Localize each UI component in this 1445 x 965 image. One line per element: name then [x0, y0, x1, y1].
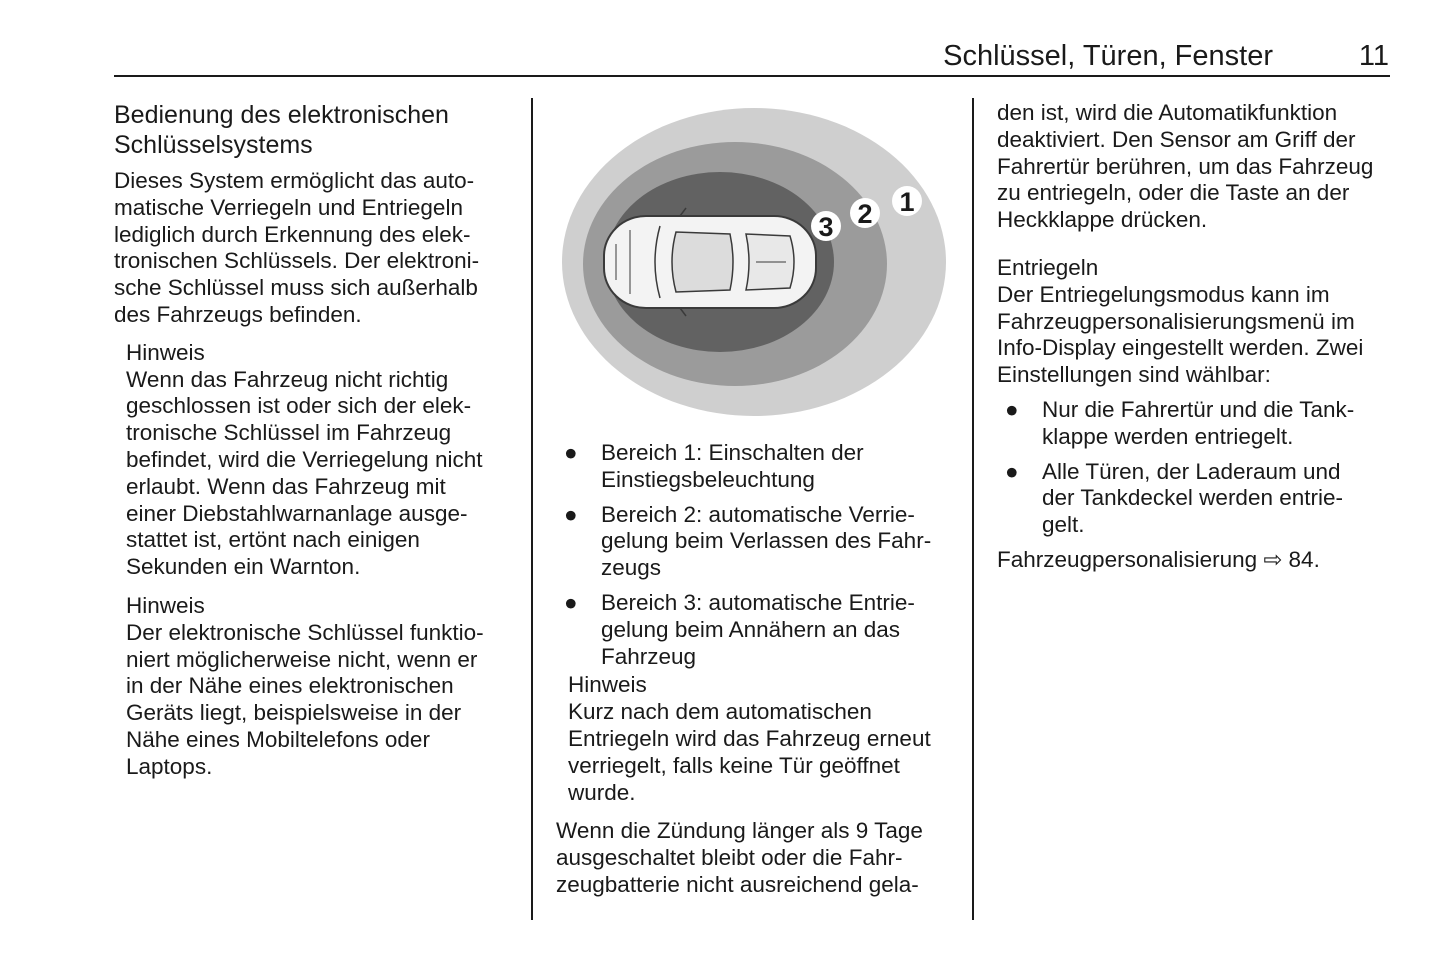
detection-zones-diagram [560, 104, 948, 420]
note-block [126, 340, 514, 581]
text-line: niert möglicherweise nicht, wenn er [126, 646, 478, 672]
text-line: lediglich durch Erkennung des elek- [114, 221, 471, 247]
note-text [126, 367, 514, 581]
text-line: des Fahrzeugs befinden. [114, 301, 362, 327]
bullet-icon: ● [564, 589, 578, 615]
note-text [568, 699, 956, 806]
text-line: Nähe eines Mobiltelefons oder [126, 726, 430, 752]
list-item [556, 440, 956, 494]
text-line: matische Verriegeln und Entriegeln [114, 194, 463, 220]
text-line: gelt. [1042, 512, 1085, 538]
reference-page: 84. [1288, 546, 1320, 572]
note-text [126, 620, 514, 781]
text-line: sche Schlüssel muss sich außerhalb [114, 275, 478, 301]
continued-paragraph [997, 100, 1397, 234]
battery-paragraph [556, 818, 956, 898]
heading-line: Bedienung des elektronischen [114, 101, 449, 129]
note-block [126, 593, 514, 781]
zone-1-label: 1 [899, 187, 915, 217]
bullet-icon: ● [1005, 396, 1019, 422]
zone-3-label: 3 [818, 212, 834, 242]
text-line: Kurz nach dem automatischen [568, 699, 872, 725]
subsection-heading: Entriegeln [997, 254, 1099, 280]
text-line: Fahrertür berühren, um das Fahrzeug [997, 153, 1374, 179]
intro-paragraph [114, 168, 514, 329]
text-line: Nur die Fahrertür und die Tank- [1042, 396, 1355, 422]
text-line: zeugbatterie nicht ausreichend gela- [556, 871, 919, 897]
text-line: Info-Display eingestellt werden. Zwei [997, 335, 1364, 361]
text-line: Laptops. [126, 753, 213, 779]
column-1 [114, 100, 514, 781]
text-line: Sekunden ein Warnton. [126, 554, 361, 580]
note-block [568, 672, 956, 806]
text-line: erlaubt. Wenn das Fahrzeug mit [126, 473, 446, 499]
car-icon [604, 208, 816, 316]
text-line: geschlossen ist oder sich der elek- [126, 393, 472, 419]
text-line: Der Entriegelungsmodus kann im [997, 281, 1330, 307]
column-divider-2 [972, 98, 974, 920]
text-line: Einstellungen sind wählbar: [997, 362, 1271, 388]
header-rule [114, 75, 1390, 77]
bullet-icon: ● [1005, 458, 1019, 484]
bullet-icon: ● [564, 501, 578, 527]
page-number: 11 [1358, 40, 1389, 72]
column-3 [997, 100, 1397, 574]
cross-reference[interactable] [997, 547, 1397, 574]
column-divider-1 [531, 98, 533, 920]
text-line: Geräts liegt, beispielsweise in der [126, 700, 462, 726]
unlock-paragraph [997, 282, 1397, 389]
column-2 [556, 440, 956, 899]
text-line: Wenn die Zündung länger als 9 Tage [556, 818, 923, 844]
note-title: Hinweis [126, 339, 205, 365]
text-line: den ist, wird die Automatikfunktion [997, 100, 1338, 125]
text-line: einer Diebstahlwarnanlage ausge- [126, 500, 468, 526]
note-title: Hinweis [126, 592, 205, 618]
text-line: in der Nähe eines elektronischen [126, 673, 454, 699]
text-line: Fahrzeug [601, 643, 697, 669]
chapter-title: Schlüssel, Türen, Fenster [943, 40, 1273, 72]
text-line: Einstiegsbeleuchtung [601, 466, 815, 492]
text-line: Bereich 3: automatische Entrie- [601, 589, 915, 615]
text-line: Dieses System ermöglicht das auto- [114, 168, 475, 193]
reference-text: Fahrzeugpersonalisierung [997, 546, 1258, 572]
list-item [556, 502, 956, 582]
text-line: tronische Schlüssel im Fahrzeug [126, 420, 452, 446]
text-line: der Tankdeckel werden entrie- [1042, 485, 1344, 511]
text-line: deaktiviert. Den Sensor am Griff der [997, 126, 1356, 152]
text-line: Heckklappe drücken. [997, 207, 1208, 233]
text-line: stattet ist, ertönt nach einigen [126, 527, 420, 553]
text-line: verriegelt, falls keine Tür geöffnet [568, 752, 900, 778]
text-line: tronischen Schlüssels. Der elektroni- [114, 248, 480, 274]
text-line: gelung beim Verlassen des Fahr- [601, 528, 932, 554]
note-title: Hinweis [568, 672, 647, 698]
text-line: Bereich 1: Einschalten der [601, 440, 864, 465]
text-line: Alle Türen, der Laderaum und [1042, 458, 1341, 484]
zone-2-label: 2 [857, 199, 873, 229]
list-item [997, 397, 1397, 451]
bullet-icon: ● [564, 440, 578, 465]
text-line: gelung beim Annähern an das [601, 616, 900, 642]
text-line: Bereich 2: automatische Verrie- [601, 501, 915, 527]
text-line: befindet, wird die Verriegelung nicht [126, 446, 483, 472]
text-line: wurde. [568, 779, 636, 805]
text-line: Entriegeln wird das Fahrzeug erneut [568, 725, 931, 751]
text-line: klappe werden entriegelt. [1042, 423, 1294, 449]
text-line: ausgeschaltet bleibt oder die Fahr- [556, 845, 903, 871]
section-heading [114, 100, 514, 160]
text-line: Der elektronische Schlüssel funktio- [126, 619, 484, 645]
detection-zones-figure [560, 104, 948, 420]
text-line: Fahrzeugpersonalisierungsmenü im [997, 308, 1355, 334]
text-line: zu entriegeln, oder die Taste an der [997, 180, 1350, 206]
reference-arrow-icon: ⇨ [1263, 546, 1283, 572]
text-line: Wenn das Fahrzeug nicht richtig [126, 366, 449, 392]
list-item [556, 590, 956, 670]
heading-line: Schlüsselsystems [114, 131, 313, 159]
list-item [997, 459, 1397, 539]
text-line: zeugs [601, 555, 662, 581]
